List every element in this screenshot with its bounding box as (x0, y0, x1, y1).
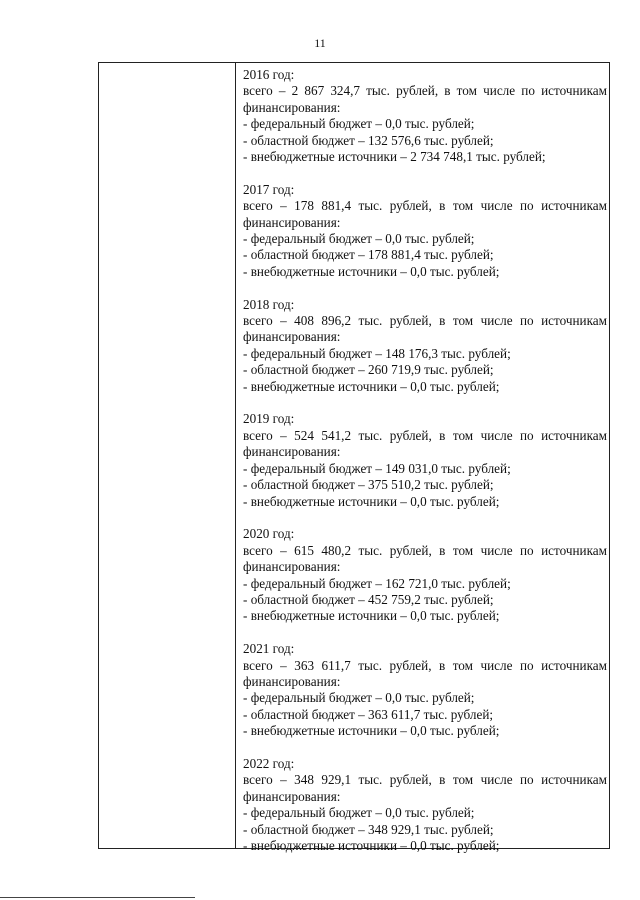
year-heading: 2016 год: (243, 67, 295, 82)
regional-budget-line: - областной бюджет – 178 881,4 тыс. рублей; (243, 247, 494, 263)
extrabudgetary-line: - внебюджетные источники – 2 734 748,1 тыс. рублей; (243, 149, 546, 165)
table-right-cell (243, 67, 607, 871)
federal-budget-line: - федеральный бюджет – 149 031,0 тыс. рублей; (243, 460, 511, 476)
year-block-2021 (243, 641, 607, 739)
year-block-2018 (243, 297, 607, 395)
total-amount-line: всего – 408 896,2 тыс. рублей, в том числе по источникам (243, 313, 607, 329)
year-heading: 2017 год: (243, 181, 295, 197)
total-amount-line: всего – 363 611,7 тыс. рублей, в том числе по источникам (243, 657, 607, 673)
extrabudgetary-line: - внебюджетные источники – 0,0 тыс. рублей; (243, 493, 500, 509)
funding-table (98, 62, 610, 853)
year-heading: 2022 год: (243, 755, 295, 771)
sources-label: финансирования: (243, 788, 341, 804)
sources-label: финансирования: (243, 673, 341, 689)
federal-budget-line: - федеральный бюджет – 0,0 тыс. рублей; (243, 690, 475, 706)
federal-budget-line: - федеральный бюджет – 0,0 тыс. рублей; (243, 116, 475, 132)
federal-budget-line: - федеральный бюджет – 162 721,0 тыс. рублей; (243, 575, 511, 591)
extrabudgetary-line: - внебюджетные источники – 0,0 тыс. рублей; (243, 723, 500, 739)
year-heading: 2021 год: (243, 641, 295, 657)
regional-budget-line: - областной бюджет – 132 576,6 тыс. рублей; (243, 132, 494, 148)
extrabudgetary-line: - внебюджетные источники – 0,0 тыс. рублей; (243, 838, 500, 853)
regional-budget-line: - областной бюджет – 375 510,2 тыс. рублей; (243, 477, 494, 493)
footer-rule (0, 897, 195, 898)
year-block-2017 (243, 182, 607, 280)
sources-label: финансирования: (243, 329, 341, 345)
sources-label: финансирования: (243, 99, 341, 115)
extrabudgetary-line: - внебюджетные источники – 0,0 тыс. рублей; (243, 608, 500, 624)
year-heading: 2020 год: (243, 526, 295, 542)
total-amount-line: всего – 178 881,4 тыс. рублей, в том числе по источникам (243, 198, 607, 214)
federal-budget-line: - федеральный бюджет – 148 176,3 тыс. рублей; (243, 345, 511, 361)
total-amount-line: всего – 615 480,2 тыс. рублей, в том числе по источникам (243, 542, 607, 558)
federal-budget-line: - федеральный бюджет – 0,0 тыс. рублей; (243, 231, 475, 247)
year-heading: 2018 год: (243, 296, 295, 312)
year-heading: 2019 год: (243, 411, 295, 427)
sources-label: финансирования: (243, 214, 341, 230)
regional-budget-line: - областной бюджет – 260 719,9 тыс. рублей; (243, 362, 494, 378)
regional-budget-line: - областной бюджет – 363 611,7 тыс. рублей; (243, 706, 494, 722)
extrabudgetary-line: - внебюджетные источники – 0,0 тыс. рублей; (243, 378, 500, 394)
page-number: 11 (314, 36, 326, 50)
sources-label: финансирования: (243, 444, 341, 460)
year-block-2019 (243, 411, 607, 509)
regional-budget-line: - областной бюджет – 452 759,2 тыс. рублей; (243, 591, 494, 607)
table-left-cell (99, 63, 235, 848)
year-block-2022 (243, 756, 607, 854)
federal-budget-line: - федеральный бюджет – 0,0 тыс. рублей; (243, 805, 475, 821)
total-amount-line: всего – 524 541,2 тыс. рублей, в том числе по источникам (243, 427, 607, 443)
total-amount-line: всего – 2 867 324,7 тыс. рублей, в том числе по источникам (243, 83, 607, 99)
column-divider (235, 63, 236, 848)
total-amount-line: всего – 348 929,1 тыс. рублей, в том числе по источникам (243, 772, 607, 788)
year-block-2020 (243, 526, 607, 624)
extrabudgetary-line: - внебюджетные источники – 0,0 тыс. рублей; (243, 263, 500, 279)
year-block-2016 (243, 67, 607, 165)
sources-label: финансирования: (243, 559, 341, 575)
regional-budget-line: - областной бюджет – 348 929,1 тыс. рублей; (243, 821, 494, 837)
